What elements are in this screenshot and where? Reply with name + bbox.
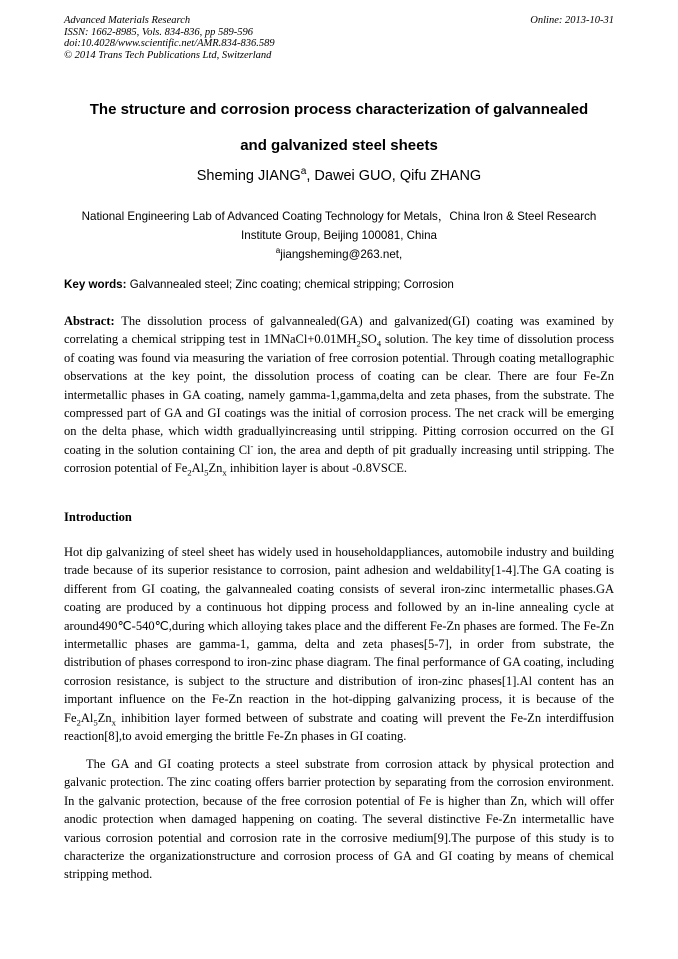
section-heading-introduction: Introduction <box>64 510 132 524</box>
affiliation-line-2: Institute Group, Beijing 100081, China <box>241 229 437 242</box>
author-1-sup: a <box>300 166 307 178</box>
abstract-label: Abstract: <box>64 314 115 328</box>
abstract-sub-3: 2 <box>187 467 192 478</box>
affiliation-line-1: National Engineering Lab of Advanced Coating Technology for Metals，China Iron & Steel Research <box>81 210 597 223</box>
email-line <box>64 245 614 264</box>
doi-line: doi:10.4028/www.scientific.net/AMR.834-836.589 <box>64 38 275 49</box>
abstract-text-2: SO <box>360 332 377 347</box>
intro-p1-sub-1: 2 <box>76 717 81 728</box>
email-sup: a <box>275 246 281 256</box>
abstract-sub-5: x <box>222 467 227 478</box>
intro-paragraph-1 <box>64 543 614 745</box>
keywords <box>64 278 614 291</box>
abstract-paragraph <box>64 312 614 478</box>
intro-p1-text-2: Al <box>80 710 94 725</box>
intro-p1-text-4: inhibition layer formed between of substrate and coating will prevent the Fe-Zn interdiffusion reaction[8],to avoid emerging the brittle Fe-Zn phases in GI coating. <box>64 710 614 744</box>
intro-p1-text-3: Zn <box>97 710 112 725</box>
journal-name: Advanced Materials Research <box>64 15 191 26</box>
online-date: Online: 2013-10-31 <box>530 15 614 26</box>
abstract-sub-4: 5 <box>204 467 209 478</box>
title-line-2: and galvanized steel sheets <box>240 137 438 154</box>
abstract-text-6: Zn <box>208 461 223 476</box>
intro-p1-sub-2: 5 <box>93 717 98 728</box>
abstract-text-4: ion, the area and depth of pit gradually increasing until stripping. The corrosion potential of Fe <box>64 442 614 476</box>
abstract-text-7: inhibition layer is about -0.8VSCE. <box>226 461 407 476</box>
author-list <box>64 168 614 184</box>
author-email[interactable]: jiangsheming@263.net, <box>280 248 403 261</box>
affiliation <box>64 207 614 264</box>
other-authors: , Dawei GUO, Qifu ZHANG <box>306 168 482 184</box>
keywords-label: Key words: <box>64 278 127 291</box>
journal-header <box>64 15 614 61</box>
paper-title <box>64 92 614 164</box>
title-line-1: The structure and corrosion process characterization of galvannealed <box>89 101 589 118</box>
abstract-text-1: The dissolution process of galvannealed(GA) and galvanized(GI) coating was examined by correlating a chemical stripping test in 1MNaCl+0.01MH <box>64 314 615 347</box>
issn-line: ISSN: 1662-8985, Vols. 834-836, pp 589-596 <box>64 26 253 38</box>
abstract-sup-1: - <box>250 440 254 451</box>
abstract-text-5: Al <box>191 461 205 476</box>
copyright-line: © 2014 Trans Tech Publications Ltd, Switzerland <box>64 49 272 61</box>
author-1: Sheming JIANG <box>196 168 301 184</box>
intro-paragraph-2: The GA and GI coating protects a steel substrate from corrosion attack by physical protection and galvanic protection. The zinc coating offers barrier protection by separating from the corrosion environment. In the galvanic protection, because of the free corrosion potential of Fe is higher than Zn, which will offer anodic protection when damaged happening on coating. The several distinctive Fe-Zn intermetallic have various corrosion potential and corrosion rate in the corrosive medium[9].The purpose of this study is to characterize the organizationstructure and corrosion process of GA and GI coating by means of chemical stripping method. <box>64 757 614 882</box>
abstract-text-3: solution. The key time of dissolution process of coating was found via measuring the variation of free corrosion potential. Through coating metallographic observations at the key point, the dissolution process of coating can be clear. There are four Fe-Zn intermetallic phases in GA coating, namely gamma-1,gamma,delta and zeta phases, from the substrate. The compressed part of GA and GI coatings was the initial of corrosion process. The net crack will be emerging on the delta phase, which width graduallyincreasing until stripping. Pitting corrosion occurred on the GI coating in the solution containing Cl <box>64 332 614 457</box>
intro-p1-text-1: Hot dip galvanizing of steel sheet has widely used in householdappliances, automobile industry and building trade because of its superior resistance to corrosion, paint adhesion and weldability[1-4].The GA coating is different from GI coating, the galvannealed coating consists of several iron-zinc intermetallic phases.GA coating are produced by a continuous hot dipping process and followed by an in-line annealing cycle at around490℃-540℃,during which alloying takes place and the different Fe-Zn phases are formed. The Fe-Zn intermetallic phases are gamma-1, gamma, delta and zeta phases[5-7], in order from substrate, the distribution of phases correspond to iron-zinc phase diagram. The final performance of GA coating, including corrosion resistance, is subject to the structure and distribution of iron-zinc phases[1].Al content has an important influence on the Fe-Zn reaction in the hot-dipping galvanizing process, it is because of the Fe <box>64 545 614 725</box>
keywords-text: Galvannealed steel; Zinc coating; chemical stripping; Corrosion <box>129 278 454 291</box>
abstract-sub-1: 2 <box>356 338 361 349</box>
intro-p1-sub-3: x <box>111 717 117 728</box>
abstract-sub-2: 4 <box>376 338 382 349</box>
